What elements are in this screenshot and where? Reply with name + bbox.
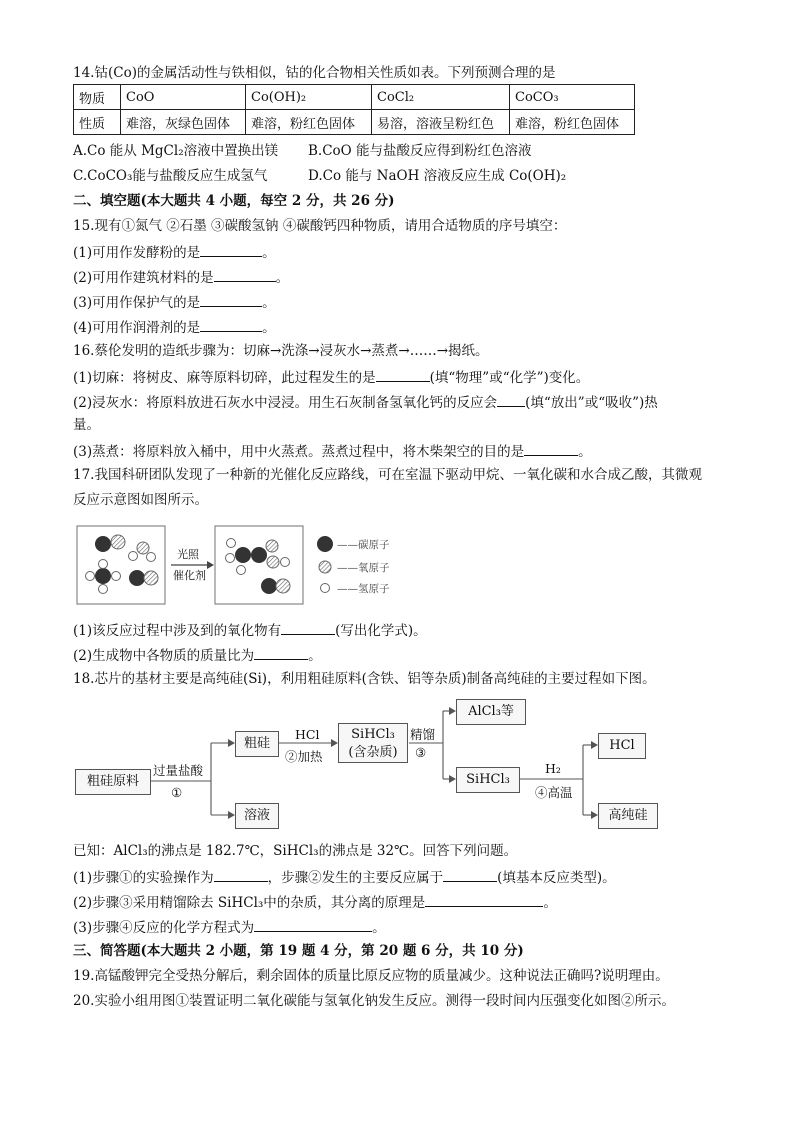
- q17-stem-line2: 反应示意图如图所示。: [73, 492, 208, 508]
- solution-box: 溶液: [235, 803, 279, 829]
- q16-part1-text: (1)切麻：将树皮、麻等原料切碎，此过程发生的是: [73, 370, 376, 386]
- table-row: [74, 110, 635, 135]
- answer-blank[interactable]: [443, 867, 497, 882]
- table-cell: CoCl₂: [372, 85, 510, 110]
- q14-option-b: B.CoO 能与盐酸反应得到粉红色溶液: [308, 143, 532, 159]
- q16-part2: [73, 392, 658, 412]
- q17-reaction-diagram: [73, 520, 413, 608]
- sihcl3-pure-box: SiHCl₃: [456, 767, 520, 793]
- carbon-atom-icon: [317, 536, 333, 552]
- step2-number-label: ②加热: [285, 749, 323, 764]
- q18-flowchart: [73, 695, 673, 835]
- table-cell: 难溶，灰绿色固体: [121, 110, 246, 135]
- crude-silicon-box: 粗硅: [235, 731, 279, 757]
- q15-part3-text: (3)可用作保护气的是: [73, 295, 201, 311]
- step3-number-label: ③: [415, 745, 427, 760]
- answer-blank[interactable]: [524, 441, 578, 456]
- q17-stem-line1: 17.我国科研团队发现了一种新的光催化反应路线，可在室温下驱动甲烷、一氧化碳和水合成乙酸，其微观: [73, 467, 702, 483]
- q20-text: 20.实验小组用图①装置证明二氧化碳能与氢氧化钠发生反应。测得一段时间内压强变化如图②所示。: [73, 993, 675, 1009]
- table-cell: 难溶，粉红色固体: [246, 110, 372, 135]
- q15-part1-text: (1)可用作发酵粉的是: [73, 245, 201, 261]
- raw-silicon-box: 粗硅原料: [75, 769, 151, 795]
- q18-stem: 18.芯片的基材主要是高纯硅(Si)，利用粗硅原料(含铁、铝等杂质)制备高纯硅的主要过程如下图。: [73, 671, 656, 687]
- answer-blank[interactable]: [254, 917, 372, 932]
- q18-known: 已知：AlCl₃的沸点是 182.7℃，SiHCl₃的沸点是 32℃。回答下列问题。: [73, 843, 518, 859]
- arrow-head-icon: [449, 775, 456, 783]
- q16-part2-text: (2)浸灰水：将原料放进石灰水中浸浸。用生石灰制备氢氧化钙的反应会: [73, 395, 498, 411]
- answer-blank[interactable]: [425, 892, 543, 907]
- answer-blank[interactable]: [281, 620, 335, 635]
- answer-blank[interactable]: [200, 317, 262, 332]
- q15-part4: [73, 317, 276, 337]
- arrow-head-icon: [207, 561, 214, 569]
- table-cell: 易溶，溶液呈粉红色: [372, 110, 510, 135]
- arrow-head-icon: [331, 739, 338, 747]
- q17-part1: [73, 620, 427, 640]
- arrow-head-icon: [449, 707, 456, 715]
- impure-note-label: (含杂质): [348, 745, 398, 760]
- table-cell: 难溶，粉红色固体: [510, 110, 635, 135]
- q15-part4-text: (4)可用作润滑剂的是: [73, 320, 201, 336]
- answer-blank[interactable]: [497, 392, 525, 407]
- legend-hydrogen: ——氢原子: [337, 583, 390, 595]
- q15-part1-end: 。: [262, 245, 276, 261]
- answer-blank[interactable]: [200, 242, 262, 257]
- q14-option-c: C.CoCO₃能与盐酸反应生成氢气: [73, 168, 268, 184]
- q16-part3-end: 。: [578, 444, 592, 460]
- q17-part1-text: (1)该反应过程中涉及到的氧化物有: [73, 623, 282, 639]
- q14-property-table: [73, 84, 635, 135]
- q15-part2-text: (2)可用作建筑材料的是: [73, 270, 214, 286]
- q18-part2-end: 。: [543, 895, 557, 911]
- q14-stem: 14.钴(Co)的金属活动性与铁相似，钴的化合物相关性质如表。下列预测合理的是: [73, 65, 556, 81]
- step4-reagent-label: H₂: [545, 761, 561, 776]
- answer-blank[interactable]: [214, 867, 268, 882]
- sihcl3-impure-box: [338, 723, 408, 763]
- table-row: [74, 85, 635, 110]
- q17-part2-end: 。: [308, 648, 322, 664]
- q14-option-a: A.Co 能从 MgCl₂溶液中置换出镁: [73, 143, 279, 159]
- table-cell: Co(OH)₂: [246, 85, 372, 110]
- step3-method-label: 精馏: [410, 727, 436, 742]
- q15-part1: [73, 242, 276, 262]
- q18-part2-text: (2)步骤③采用精馏除去 SiHCl₃中的杂质，其分离的原理是: [73, 895, 426, 911]
- q18-part1: [73, 867, 616, 887]
- q17-part2: [73, 645, 322, 665]
- q16-part3: [73, 441, 592, 461]
- products-box: [215, 526, 303, 604]
- q16-part1: [73, 367, 589, 387]
- q15-part2-end: 。: [275, 270, 290, 286]
- arrow-head-icon: [228, 739, 235, 747]
- legend-carbon: ——碳原子: [337, 539, 390, 551]
- pure-silicon-box: 高纯硅: [598, 803, 658, 829]
- q18-part3-text: (3)步骤④反应的化学方程式为: [73, 920, 255, 936]
- hydrogen-atom-icon: [321, 584, 330, 593]
- q19-text: 19.高锰酸钾完全受热分解后，剩余固体的质量比原反应物的质量减少。这种说法正确吗?说明理由。: [73, 968, 669, 984]
- q17-part1-hint: (写出化学式)。: [335, 623, 427, 639]
- answer-blank[interactable]: [200, 292, 262, 307]
- arrow-label-top: 光照: [177, 548, 199, 561]
- q15-part4-end: 。: [262, 320, 276, 336]
- q15-stem: 15.现有①氮气 ②石墨 ③碳酸氢钠 ④碳酸钙四种物质，请用合适物质的序号填空：: [73, 218, 567, 234]
- q18-part3-end: 。: [372, 920, 386, 936]
- table-cell: 物质: [74, 85, 121, 110]
- step4-number-label: ④高温: [535, 785, 573, 800]
- table-cell: CoO: [121, 85, 246, 110]
- answer-blank[interactable]: [376, 367, 430, 382]
- legend-oxygen: ——氧原子: [337, 562, 390, 574]
- table-cell: CoCO₃: [510, 85, 635, 110]
- q15-part3-end: 。: [262, 295, 276, 311]
- q18-part1-text2: ，步骤②发生的主要反应属于: [267, 870, 444, 886]
- q18-part2: [73, 892, 557, 912]
- step2-reagent-label: HCl: [295, 727, 320, 742]
- q15-part3: [73, 292, 276, 312]
- q18-part3: [73, 917, 386, 937]
- step1-number-label: ①: [171, 785, 183, 800]
- section-3-heading: 三、简答题(本大题共 2 小题，第 19 题 4 分，第 20 题 6 分，共 10 分): [73, 943, 524, 959]
- step1-reagent-label: 过量盐酸: [153, 763, 204, 778]
- q16-part1-hint: (填“物理”或“化学”)变化。: [429, 370, 590, 386]
- arrow-head-icon: [228, 811, 235, 819]
- q16-stem: 16.蔡伦发明的造纸步骤为：切麻→洗涤→浸灰水→蒸煮→……→揭纸。: [73, 343, 489, 359]
- q15-part2: [73, 267, 289, 287]
- q16-part2-cont: 量。: [73, 417, 100, 433]
- q16-part2-hint: (填“放出”或“吸收”)热: [525, 395, 658, 411]
- oxygen-atom-icon: [319, 561, 331, 573]
- section-2-heading: 二、填空题(本大题共 4 小题，每空 2 分，共 26 分): [73, 193, 395, 209]
- arrow-head-icon: [591, 811, 598, 819]
- q17-part2-text: (2)生成物中各物质的质量比为: [73, 648, 255, 664]
- table-cell: 性质: [74, 110, 121, 135]
- hcl-product-box: HCl: [598, 733, 646, 759]
- answer-blank[interactable]: [254, 645, 308, 660]
- q16-part3-text: (3)蒸煮：将原料放入桶中，用中火蒸煮。蒸煮过程中，将木柴架空的目的是: [73, 444, 525, 460]
- arrow-head-icon: [591, 741, 598, 749]
- arrow-label-bottom: 催化剂: [173, 569, 206, 582]
- q14-option-d: D.Co 能与 NaOH 溶液反应生成 Co(OH)₂: [308, 168, 567, 184]
- q18-part1-hint: (填基本反应类型)。: [497, 870, 616, 886]
- answer-blank[interactable]: [214, 267, 276, 282]
- q18-part1-text: (1)步骤①的实验操作为: [73, 870, 214, 886]
- alcl3-box: AlCl₃等: [456, 699, 526, 725]
- sihcl3-impure-label: SiHCl₃: [351, 727, 395, 742]
